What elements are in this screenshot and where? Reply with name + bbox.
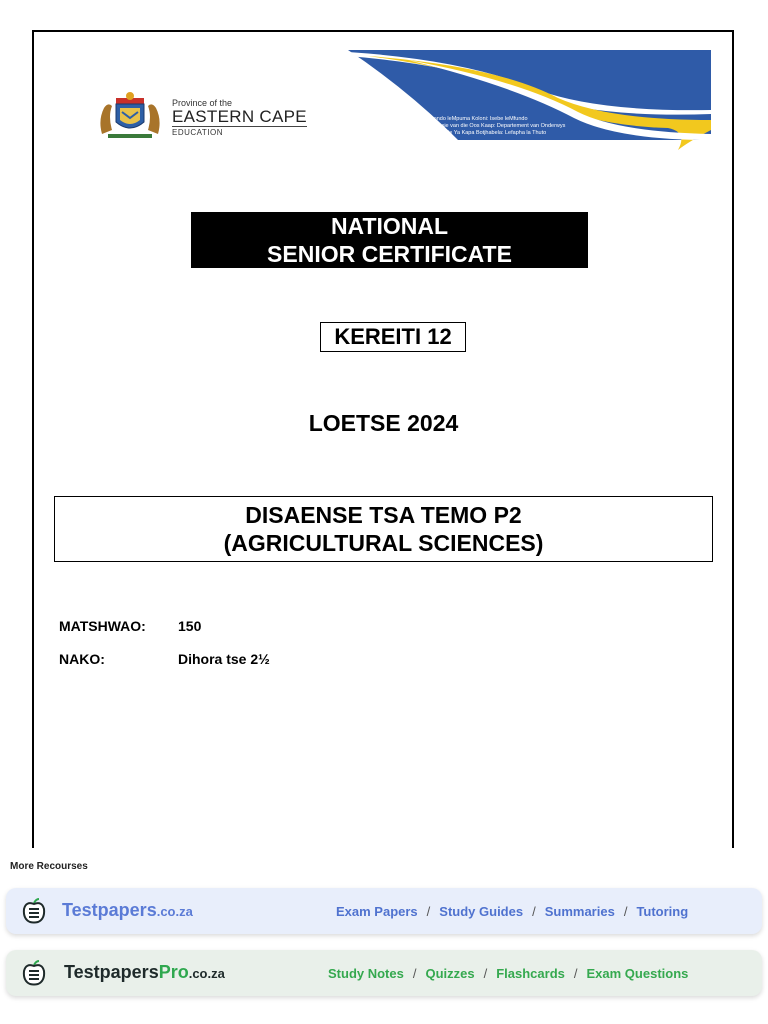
separator: / xyxy=(532,904,536,919)
banner-line: Iphondo leMpuma Koloni: Isebe leMfundo xyxy=(426,116,528,122)
brand-name: Testpapers xyxy=(62,900,157,920)
header xyxy=(58,50,711,150)
brand-name: Testpapers xyxy=(64,962,159,982)
department-name: EDUCATION xyxy=(172,126,307,137)
title-line-2: SENIOR CERTIFICATE xyxy=(267,241,512,267)
separator: / xyxy=(573,966,578,981)
brand-suffix: .co.za xyxy=(156,904,193,919)
province-wordmark xyxy=(172,98,307,137)
testpaperspro-links xyxy=(328,966,688,981)
time-label: NAKO: xyxy=(59,651,105,667)
marks-label: MATSHWAO: xyxy=(59,618,146,634)
link-quizzes[interactable]: Quizzes xyxy=(425,966,475,981)
testpapers-ad-banner[interactable] xyxy=(6,888,762,934)
province-name: EASTERN CAPE xyxy=(172,107,307,126)
exam-cover-page xyxy=(32,30,734,860)
link-exam-questions[interactable]: Exam Questions xyxy=(586,966,689,981)
testpapers-links xyxy=(336,904,688,919)
apple-book-icon xyxy=(20,897,48,925)
separator: / xyxy=(483,966,488,981)
banner-multilingual-text xyxy=(426,116,565,137)
link-study-notes[interactable]: Study Notes xyxy=(328,966,404,981)
subject-box xyxy=(54,496,713,562)
link-exam-papers[interactable]: Exam Papers xyxy=(336,904,418,919)
link-tutoring[interactable]: Tutoring xyxy=(636,904,689,919)
separator: / xyxy=(623,904,628,919)
exam-session: LOETSE 2024 xyxy=(308,410,459,436)
separator: / xyxy=(412,966,417,981)
subject-line-1: DISAENSE TSA TEMO P2 xyxy=(245,502,522,528)
link-study-guides[interactable]: Study Guides xyxy=(439,904,524,919)
coat-of-arms-logo xyxy=(94,90,166,140)
certificate-title-box xyxy=(191,212,588,268)
brand-pro: Pro xyxy=(158,962,189,982)
more-resources-label: More Recourses xyxy=(10,861,88,872)
testpaperspro-brand[interactable] xyxy=(64,962,225,983)
separator: / xyxy=(426,904,431,919)
resources-footer xyxy=(0,848,768,1024)
apple-book-icon xyxy=(20,959,48,987)
time-value: Dihora tse 2½ xyxy=(178,651,270,667)
province-small-text: Province of the xyxy=(172,98,233,108)
title-line-1: NATIONAL xyxy=(330,213,449,239)
banner-line: Porafensie Ya Kapa Botjhabela: Lefapha la Thuto xyxy=(426,130,547,136)
banner-line: Provinsie van die Oos Kaap: Departement van Onderwys xyxy=(426,123,566,129)
testpapers-brand[interactable] xyxy=(62,900,193,921)
link-summaries[interactable]: Summaries xyxy=(544,904,615,919)
subject-line-2: (AGRICULTURAL SCIENCES) xyxy=(223,530,544,556)
testpaperspro-ad-banner[interactable] xyxy=(6,950,762,996)
link-flashcards[interactable]: Flashcards xyxy=(496,966,565,981)
marks-value: 150 xyxy=(178,618,202,634)
grade-box: KEREITI 12 xyxy=(320,322,466,352)
brand-suffix: .co.za xyxy=(188,966,225,981)
